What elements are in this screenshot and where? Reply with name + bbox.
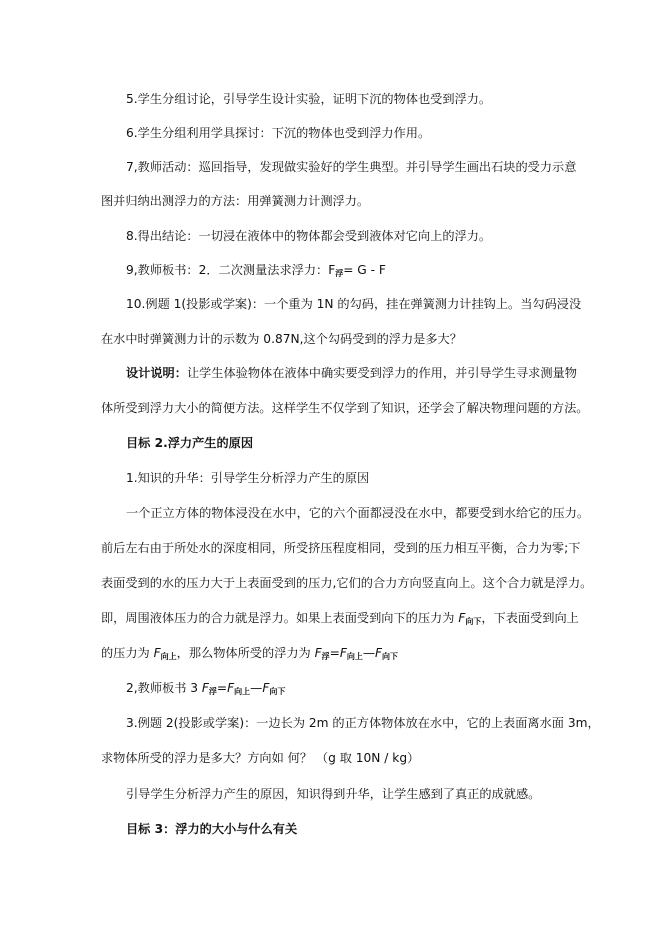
board-formula bbox=[126, 680, 563, 700]
equals-sign: = bbox=[216, 681, 228, 695]
cube-paragraph-line-4 bbox=[101, 610, 579, 630]
subscript-fu: 浮 bbox=[208, 687, 217, 696]
subscript-down: 向下 bbox=[465, 617, 482, 626]
cube-text: 即，周围液体压力的合力就是浮力。如果上表面受到向下的压力为 bbox=[101, 611, 459, 625]
example-2-line-2: 求物体所受的浮力是多大？方向如 何？ （g 取 10N / kg） bbox=[101, 751, 420, 765]
subscript-up: 向上 bbox=[346, 652, 363, 661]
paragraph-example-1-line-2: 在水中时弹簧测力计的示数为 0.87N,这个勾码受到的浮力是多大？ bbox=[101, 332, 462, 346]
goal-3-heading: 目标 3：浮力的大小与什么有关 bbox=[126, 822, 298, 836]
symbol-f: F bbox=[314, 646, 322, 660]
board-text: 2,教师板书 3 bbox=[126, 681, 202, 695]
design-note-line-1 bbox=[126, 365, 577, 381]
paragraph-step-6: 6.学生分组利用学具探讨：下沉的物体也受到浮力作用。 bbox=[126, 126, 431, 140]
guide-paragraph: 引导学生分析浮力产生的原因，知识得到升华，让学生感到了真正的成就感。 bbox=[126, 787, 541, 801]
symbol-f: F bbox=[201, 681, 209, 695]
paragraph-step-9 bbox=[126, 262, 563, 282]
design-note-heading: 设计说明： bbox=[126, 366, 187, 380]
symbol-f: F bbox=[458, 611, 466, 625]
subscript-up: 向上 bbox=[160, 652, 177, 661]
cube-paragraph-line-1: 一个正立方体的物体浸没在水中，它的六个面都浸没在水中，都要受到水给它的压力。 bbox=[126, 506, 590, 520]
symbol-f: F bbox=[339, 646, 347, 660]
design-note-line-2: 体所受到浮力大小的简便方法。这样学生不仅学到了知识，还学会了解决物理问题的方法。 bbox=[101, 401, 589, 415]
step-9-formula: = G - F bbox=[343, 263, 386, 277]
subscript-fu: 浮 bbox=[321, 652, 330, 661]
cube-paragraph-line-3: 表面受到的水的压力大于上表面受到的压力,它们的合力方向竖直向上。这个合力就是浮力。 bbox=[101, 576, 593, 590]
subscript-fu: 浮 bbox=[335, 269, 344, 278]
design-note-text: 让学生体验物体在液体中确实要受到浮力的作用，并引导学生寻求测量物 bbox=[186, 366, 577, 380]
minus-dash: — bbox=[362, 646, 376, 660]
example-2-line-1: 3.例题 2(投影或学案)：一边长为 2m 的正方体物体放在水中，它的上表面离水面 3m， bbox=[126, 716, 600, 730]
paragraph-step-8: 8.得出结论：一切浸在液体中的物体都会受到液体对它向上的浮力。 bbox=[126, 229, 492, 243]
subscript-down: 向下 bbox=[382, 652, 399, 661]
symbol-f: F bbox=[262, 681, 270, 695]
symbol-f: F bbox=[227, 681, 235, 695]
goal-2-heading: 目标 2.浮力产生的原因 bbox=[126, 436, 254, 450]
knowledge-sublimation: 1.知识的升华：引导学生分析浮力产生的原因 bbox=[126, 471, 370, 485]
paragraph-step-7-line-2: 图并归纳出测浮力的方法：用弹簧测力计测浮力。 bbox=[101, 194, 370, 208]
cube-paragraph-line-2: 前后左右由于所处水的深度相同，所受挤压程度相同，受到的压力相互平衡，合力为零;下 bbox=[101, 541, 581, 555]
paragraph-step-7-line-1: 7,教师活动：巡回指导，发现做实验好的学生典型。并引导学生画出石块的受力示意 bbox=[126, 160, 577, 174]
paragraph-step-5: 5.学生分组讨论，引导学生设计实验，证明下沉的物体也受到浮力。 bbox=[126, 92, 492, 106]
equals-sign: = bbox=[329, 646, 340, 660]
step-9-text: 9,教师板书：2．二次测量法求浮力：F bbox=[126, 263, 336, 277]
cube-text-end: ，下表面受到向上 bbox=[481, 611, 579, 625]
paragraph-example-1-line-1: 10.例题 1(投影或学案)：一个重为 1N 的勾码，挂在弹簧测力计挂钩上。当勾码浸没 bbox=[126, 297, 582, 311]
cube-text: 的压力为 bbox=[101, 646, 154, 660]
subscript-down: 向下 bbox=[269, 687, 286, 696]
minus-dash: — bbox=[250, 681, 263, 695]
symbol-f: F bbox=[375, 646, 383, 660]
symbol-f: F bbox=[153, 646, 161, 660]
subscript-up: 向上 bbox=[234, 687, 251, 696]
cube-text-mid: ，那么物体所受的浮力为 bbox=[176, 646, 315, 660]
cube-paragraph-line-5 bbox=[101, 645, 563, 665]
